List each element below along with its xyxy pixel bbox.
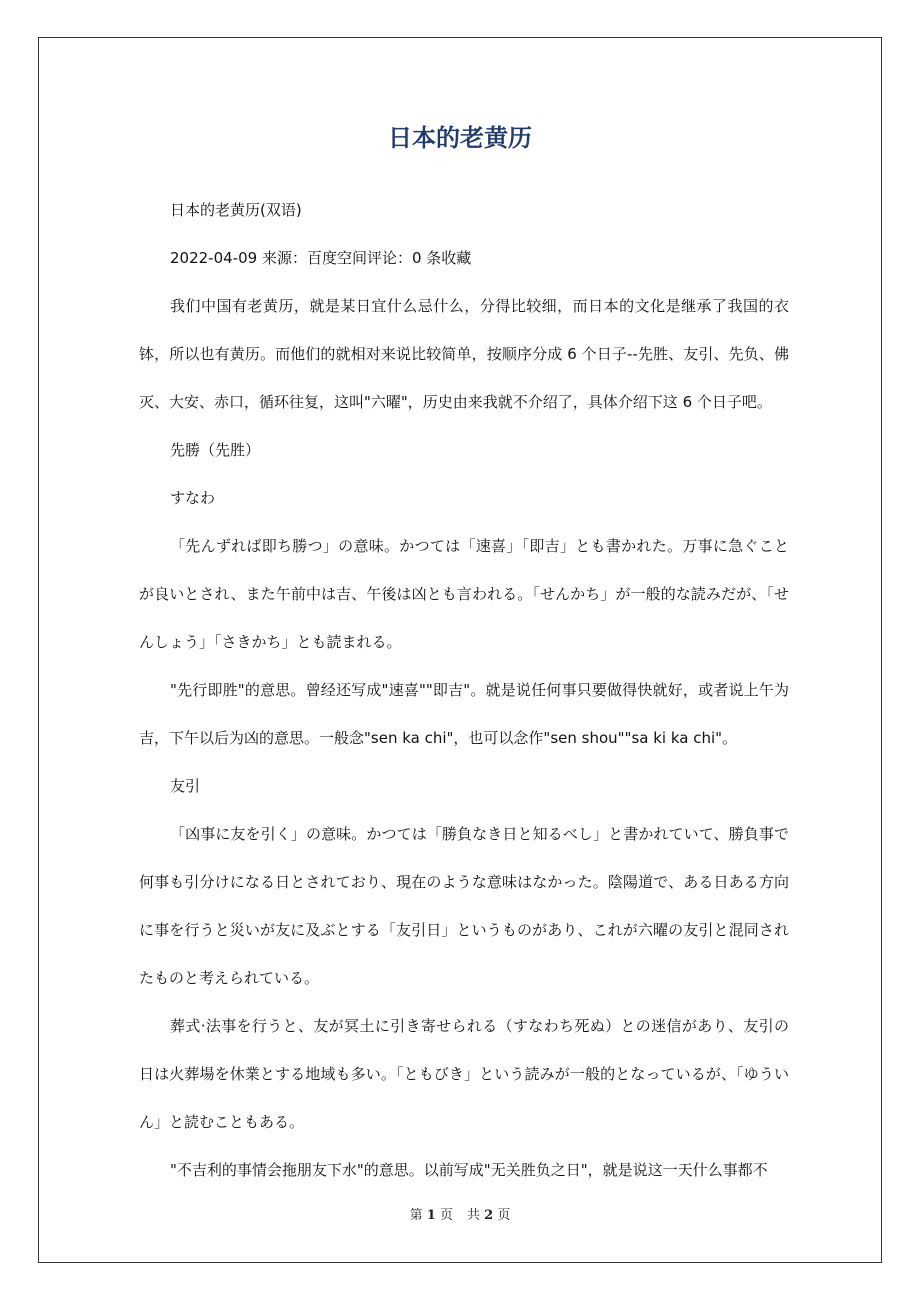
paragraph-heading-tomobiki: 友引 (170, 777, 201, 795)
paragraph-sunawa: すなわ (170, 489, 216, 507)
paragraph-sensho-japanese: 「先んずれば即ち勝つ」の意味。かつては「速喜」「即吉」とも書かれた。万事に急ぐことが良いとされ、また午前中は吉、午後は凶とも言われる。「せんかち」が一般的な読みだが、「せんしょう」「さきかち」とも読まれる。 (139, 537, 789, 651)
paragraph-sensho-chinese: "先行即胜"的意思。曾经还写成"速喜""即吉"。就是说任何事只要做得快就好，或者说上午为吉，下午以后为凶的意思。一般念"sen ka chi"，也可以念作"sen shou""sa ki ka chi"。 (139, 681, 789, 747)
footer-page-current: 1 (426, 1208, 436, 1223)
document-body (139, 186, 789, 1194)
footer-total-prefix: 共 (467, 1208, 481, 1223)
paragraph-subtitle: 日本的老黄历(双语) (170, 201, 302, 219)
paragraph-heading-sensho: 先勝（先胜） (170, 441, 261, 459)
paragraph-tomobiki-japanese-2: 葬式·法事を行うと、友が冥土に引き寄せられる（すなわち死ぬ）との迷信があり、友引の日は火葬場を休業とする地域も多い。「ともびき」という読みが一般的となっているが、「ゆういん」と読むこともある。 (139, 1017, 789, 1131)
page-footer (0, 1204, 920, 1228)
footer-page-unit: 页 (439, 1208, 453, 1223)
footer-page-prefix: 第 (409, 1208, 423, 1223)
paragraph-tomobiki-chinese: "不吉利的事情会拖朋友下水"的意思。以前写成"无关胜负之日"，就是说这一天什么事都不 (170, 1161, 768, 1179)
paragraph-intro: 我们中国有老黄历，就是某日宜什么忌什么，分得比较细，而日本的文化是继承了我国的衣钵，所以也有黄历。而他们的就相对来说比较简单，按顺序分成 6 个日子--先胜、友引、先负、佛灭、大安、赤口，循环往复，这叫"六曜"，历史由来我就不介绍了，具体介绍下这 6 个日子吧。 (139, 297, 789, 411)
document-title: 日本的老黄历 (388, 124, 532, 152)
paragraph-meta: 2022-04-09 来源：百度空间评论：0 条收藏 (170, 249, 472, 267)
paragraph-tomobiki-japanese-1: 「凶事に友を引く」の意味。かつては「勝負なき日と知るべし」と書かれていて、勝負事で何事も引分けになる日とされており、現在のような意味はなかった。陰陽道で、ある日ある方向に事を行うと災いが友に及ぶとする「友引日」というものがあり、これが六曜の友引と混同されたものと考えられている。 (139, 825, 789, 987)
footer-total-unit: 页 (497, 1208, 511, 1223)
footer-page-total: 2 (484, 1208, 494, 1223)
